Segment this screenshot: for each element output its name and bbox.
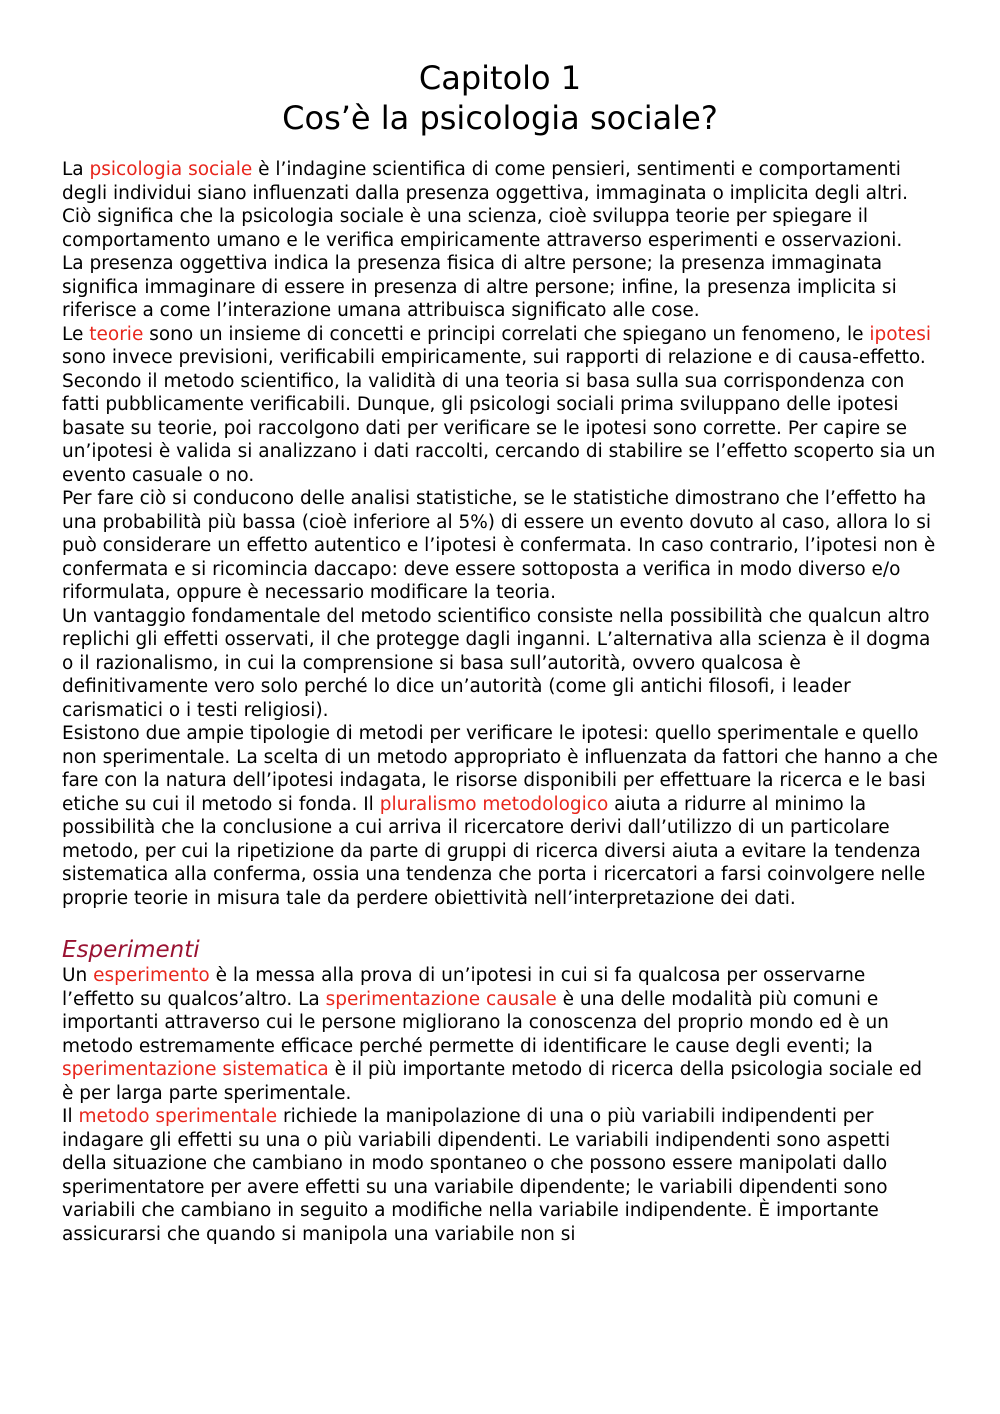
text-run: sono un insieme di concetti e principi correlati che spiegano un fenomeno, le xyxy=(143,323,870,345)
text-run: La xyxy=(62,159,90,180)
term-sperimentazione-sistematica: sperimentazione sistematica xyxy=(62,1059,329,1080)
text-run: è il più importante metodo di ricerca della psicologia sociale ed è per larga parte sperimentale. xyxy=(62,1059,923,1104)
text-run: Le xyxy=(62,323,90,345)
paragraph-methods xyxy=(62,722,938,910)
term-teorie: teorie xyxy=(89,323,144,345)
chapter-number: Capitolo 1 xyxy=(418,59,582,97)
chapter-title xyxy=(62,58,938,138)
text-run: Un xyxy=(62,965,94,986)
chapter-subtitle: Cos’è la psicologia sociale? xyxy=(282,99,718,137)
term-metodo-sperimentale: metodo sperimentale xyxy=(78,1106,278,1127)
term-psicologia-sociale: psicologia sociale xyxy=(89,159,253,180)
section-heading-esperimenti: Esperimenti xyxy=(62,937,200,963)
paragraph-experiment xyxy=(62,964,938,1105)
term-ipotesi: ipotesi xyxy=(869,323,932,345)
text-run: Il xyxy=(62,1106,79,1127)
term-pluralismo-metodologico: pluralismo metodologico xyxy=(379,793,609,815)
paragraph-experimental-method xyxy=(62,1105,938,1246)
term-sperimentazione-causale: sperimentazione causale xyxy=(325,988,557,1010)
paragraph-theories xyxy=(62,323,938,488)
text-run: è una delle modalità più comuni e importanti attraverso cui le persone migliorano la conoscenza del proprio mondo ed è un metodo estremamente efficace perché permette di identificare le cause degli eventi; la xyxy=(62,988,889,1057)
text-run: è l’indagine scientifica di come pensieri, sentimenti e comportamenti degli individui siano influenzati dalla presenza oggettiva, immaginata o implicita degli altri. Ciò significa che la psicologia sociale è una scienza, cioè sviluppa teorie per spiegare il comportamento umano e le verifica empiricamente attraverso esperimenti e osservazioni. xyxy=(62,159,909,251)
text-run: è la messa alla prova di un’ipotesi in cui si fa qualcosa per osservarne l’effetto su qualcos’altro. La xyxy=(62,965,866,1010)
paragraph-replication: Un vantaggio fondamentale del metodo scientifico consiste nella possibilità che qualcun altro replichi gli effetti osservati, il che protegge dagli inganni. L’alternativa alla scienza è il dogma o il razionalismo, in cui la comprensione si basa sull’autorità, ovvero qualcosa è definitivamente vero solo perché lo dice un’autorità (come gli antichi filosofi, i leader carismatici o i testi religiosi). xyxy=(62,605,931,721)
text-run: Esistono due ampie tipologie di metodi per verificare le ipotesi: quello sperimentale e quello non sperimentale. La scelta di un metodo appropriato è influenzata da fattori che hanno a che fare con la natura dell’ipotesi indagata, le risorse disponibili per effettuare la ricerca e le basi etiche su cui il metodo si fonda. Il xyxy=(62,723,938,815)
paragraph-statistics: Per fare ciò si conducono delle analisi statistiche, se le statistiche dimostrano che l’effetto ha una probabilità più bassa (cioè inferiore al 5%) di essere un evento dovuto al caso, allora lo si può considerare un effetto autentico e l’ipotesi è confermata. In caso contrario, l’ipotesi non è confermata e si ricomincia daccapo: deve essere sottoposta a verifica in modo diverso e/o riformulata, oppure è necessario modificare la teoria. xyxy=(62,488,936,603)
paragraph-definition xyxy=(62,158,938,252)
text-run: sono invece previsioni, verificabili empiricamente, sui rapporti di relazione e di causa-effetto. Secondo il metodo scientifico, la validità di una teoria si basa sulla sua corrispondenza con fatti pubblicamente verificabili. Dunque, gli psicologi sociali prima sviluppano delle ipotesi basate su teorie, poi raccolgono dati per verificare se le ipotesi sono corrette. Per capire se un’ipotesi è valida si analizzano i dati raccolti, cercando di stabilire se l’effetto scoperto sia un evento casuale o no. xyxy=(62,347,936,486)
text-run: aiuta a ridurre al minimo la possibilità che la conclusione a cui arriva il ricercatore derivi dall’utilizzo di un particolare metodo, per cui la ripetizione da parte di gruppi di ricerca diversi aiuta a evitare la tendenza sistematica alla conferma, ossia una tendenza che porta i ricercatori a farsi coinvolgere nelle proprie teorie in misura tale da perdere obiettività nell’interpretazione dei dati. xyxy=(62,793,926,909)
text-run: richiede la manipolazione di una o più variabili indipendenti per indagare gli effetti su una o più variabili dipendenti. Le variabili indipendenti sono aspetti della situazione che cambiano in modo spontaneo o che possono essere manipolati dallo sperimentatore per avere effetti su una variabile dipendente; le variabili dipendenti sono variabili che cambiano in seguito a modifiche nella variabile indipendente. È importante assicurarsi che quando si manipola una variabile non si xyxy=(62,1106,891,1245)
document-body xyxy=(62,158,938,1246)
term-esperimento: esperimento xyxy=(93,965,210,986)
paragraph-presence: La presenza oggettiva indica la presenza fisica di altre persone; la presenza immaginata significa immaginare di essere in presenza di altre persone; infine, la presenza implicita si riferisce a come l’interazione umana attribuisca significato alle cose. xyxy=(62,253,897,321)
